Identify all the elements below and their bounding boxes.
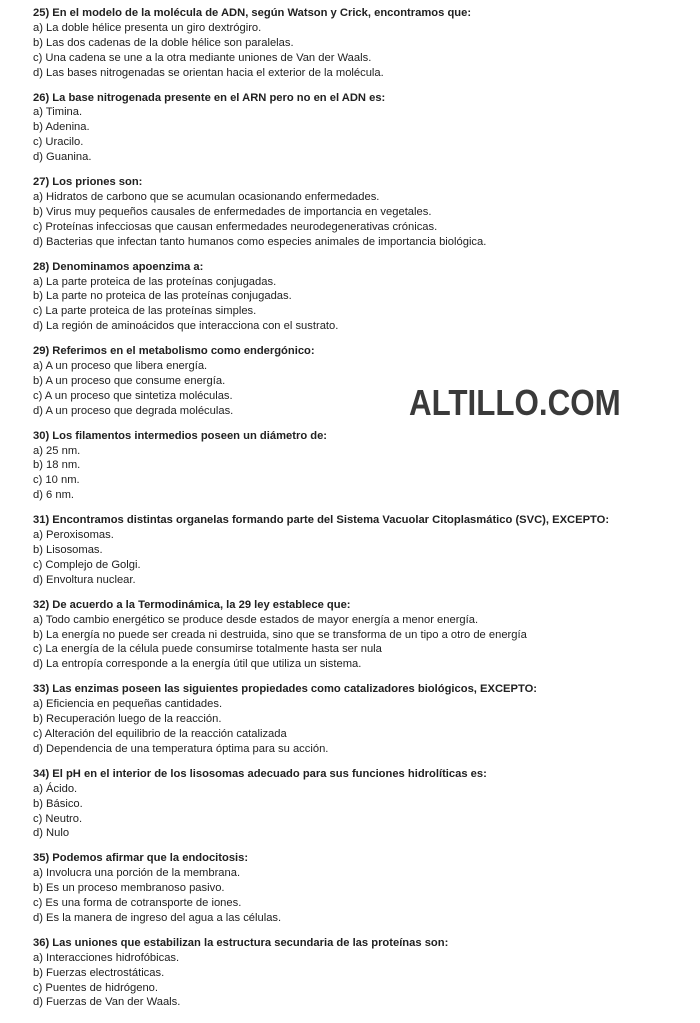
- question-option: a) Eficiencia en pequeñas cantidades.: [33, 698, 223, 711]
- question-option: b) Virus muy pequeños causales de enfermedades de importancia en vegetales.: [33, 205, 432, 218]
- question-option: a) Hidratos de carbono que se acumulan ocasionando enfermedades.: [33, 190, 380, 203]
- question-header: 27) Los priones son:: [33, 176, 143, 189]
- question-block: [33, 682, 682, 757]
- question-option: c) Neutro.: [33, 812, 83, 825]
- question-option: b) Las dos cadenas de la doble hélice son paralelas.: [33, 36, 294, 49]
- question-option: c) La parte proteica de las proteínas simples.: [33, 305, 257, 318]
- question-option: b) Fuerzas electrostáticas.: [33, 966, 165, 979]
- question-header: 29) Referimos en el metabolismo como endergónico:: [33, 345, 315, 358]
- question-option: c) Es una forma de cotransporte de iones.: [33, 897, 242, 910]
- question-option: a) 25 nm.: [33, 444, 81, 457]
- question-option: c) Una cadena se une a la otra mediante uniones de Van der Waals.: [33, 51, 372, 64]
- question-header: 34) El pH en el interior de los lisosomas adecuado para sus funciones hidrolíticas es:: [33, 767, 487, 780]
- question-option: c) A un proceso que sintetiza moléculas.: [33, 389, 233, 402]
- question-header: 25) En el modelo de la molécula de ADN, según Watson y Crick, encontramos que:: [33, 7, 472, 19]
- question-option: d) La región de aminoácidos que interacciona con el sustrato.: [33, 320, 339, 333]
- question-option: d) 6 nm.: [33, 489, 75, 502]
- question-option: d) A un proceso que degrada moléculas.: [33, 404, 234, 417]
- question-option: d) Fuerzas de Van der Waals.: [33, 996, 181, 1009]
- question-header: 33) Las enzimas poseen las siguientes propiedades como catalizadores biológicos, EXCEPTO:: [33, 683, 538, 696]
- question-block: [33, 513, 682, 588]
- question-block: [33, 598, 682, 673]
- question-block: [33, 175, 682, 250]
- question-option: c) Proteínas infecciosas que causan enfermedades neurodegenerativas crónicas.: [33, 220, 438, 233]
- question-block: [33, 260, 682, 335]
- question-option: c) Puentes de hidrógeno.: [33, 981, 159, 994]
- question-header: 28) Denominamos apoenzima a:: [33, 260, 204, 273]
- question-option: a) Timina.: [33, 106, 83, 119]
- question-block: [33, 429, 682, 504]
- question-option: b) 18 nm.: [33, 459, 81, 472]
- question-option: a) Ácido.: [33, 782, 78, 795]
- question-option: a) Peroxisomas.: [33, 529, 114, 542]
- question-block: [33, 6, 682, 81]
- question-option: b) Lisosomas.: [33, 544, 103, 556]
- question-header: 32) De acuerdo a la Termodinámica, la 29 ley establece que:: [33, 598, 351, 611]
- question-option: a) La doble hélice presenta un giro dextrógiro.: [33, 21, 262, 34]
- question-option: d) Bacterias que infectan tanto humanos como especies animales de importancia biológica.: [33, 235, 487, 248]
- question-header: 31) Encontramos distintas organelas formando parte del Sistema Vacuolar Citoplasmático (SVC), EXCEPTO:: [33, 514, 610, 527]
- question-header: 35) Podemos afirmar que la endocitosis:: [33, 852, 249, 865]
- watermark-text: ALTILLO.COM: [409, 382, 621, 423]
- question-option: b) Es un proceso membranoso pasivo.: [33, 882, 225, 895]
- question-option: b) Recuperación luego de la reacción.: [33, 713, 222, 726]
- question-option: a) La parte proteica de las proteínas conjugadas.: [33, 275, 277, 288]
- question-option: a) A un proceso que libera energía.: [33, 360, 208, 373]
- question-option: b) La energía no puede ser creada ni destruida, sino que se transforma de un tipo a otro de energía: [33, 628, 527, 641]
- question-option: b) Básico.: [33, 797, 83, 810]
- question-option: b) La parte no proteica de las proteínas conjugadas.: [33, 290, 292, 303]
- question-block: [33, 91, 682, 166]
- question-option: d) Envoltura nuclear.: [33, 573, 136, 586]
- question-block: [33, 936, 682, 1011]
- question-option: a) Interacciones hidrofóbicas.: [33, 951, 180, 964]
- question-option: c) Uracilo.: [33, 136, 84, 149]
- question-option: d) Nulo: [33, 827, 70, 840]
- question-option: d) Dependencia de una temperatura óptima para su acción.: [33, 742, 329, 755]
- question-option: a) Involucra una porción de la membrana.: [33, 867, 241, 880]
- question-option: d) Las bases nitrogenadas se orientan hacia el exterior de la molécula.: [33, 66, 384, 79]
- question-option: b) A un proceso que consume energía.: [33, 374, 226, 387]
- question-option: d) Guanina.: [33, 151, 92, 164]
- question-option: d) Es la manera de ingreso del agua a las células.: [33, 911, 282, 924]
- question-option: d) La entropía corresponde a la energía útil que utiliza un sistema.: [33, 658, 362, 671]
- question-option: b) Adenina.: [33, 121, 90, 134]
- question-block: [33, 767, 682, 842]
- question-option: c) Complejo de Golgi.: [33, 558, 141, 571]
- question-header: 30) Los filamentos intermedios poseen un diámetro de:: [33, 429, 328, 442]
- question-option: c) 10 nm.: [33, 474, 80, 487]
- question-option: c) La energía de la célula puede consumirse totalmente hasta ser nula: [33, 643, 382, 656]
- question-option: c) Alteración del equilibrio de la reacción catalizada: [33, 727, 287, 740]
- question-header: 26) La base nitrogenada presente en el ARN pero no en el ADN es:: [33, 91, 386, 104]
- question-header: 36) Las uniones que estabilizan la estructura secundaria de las proteínas son:: [33, 936, 449, 949]
- question-option: a) Todo cambio energético se produce desde estados de mayor energía a menor energía.: [33, 613, 479, 626]
- question-block: [33, 851, 682, 926]
